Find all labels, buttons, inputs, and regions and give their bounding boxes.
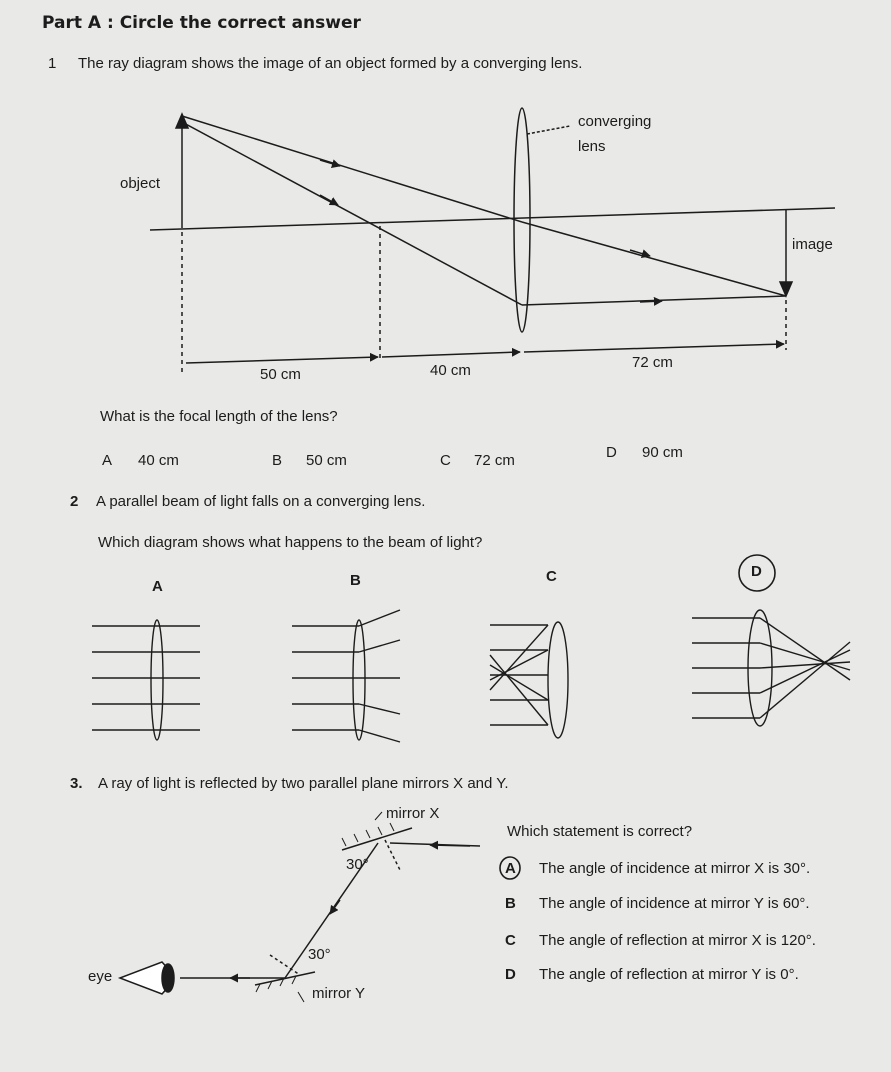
option-letter: D <box>606 444 617 461</box>
option-text: The angle of incidence at mirror X is 30°. <box>539 860 811 877</box>
q2-diagram-d <box>692 610 850 726</box>
q1-option-a[interactable] <box>102 452 179 469</box>
option-text: The angle of reflection at mirror X is 120°. <box>539 932 816 949</box>
ray-1b <box>522 222 786 296</box>
option-letter: C <box>440 452 451 469</box>
q1-option-c[interactable] <box>440 452 515 469</box>
option-letter: A <box>102 452 113 469</box>
dashed-normal-x <box>385 840 400 870</box>
mirror-x-hatch <box>342 838 346 846</box>
q1-stem: The ray diagram shows the image of an object formed by a converging lens. <box>78 55 583 72</box>
q3-option-d[interactable] <box>505 966 799 983</box>
label-mirror-y: mirror Y <box>312 985 366 1002</box>
q3-option-b[interactable] <box>505 895 810 912</box>
mirror-x-pointer <box>375 812 382 820</box>
q2-question: Which diagram shows what happens to the beam of light? <box>98 534 483 551</box>
option-letter: B <box>505 895 516 912</box>
q3-option-c[interactable] <box>505 932 816 949</box>
q2-label-a[interactable]: A <box>152 578 163 595</box>
dim-line-72 <box>524 344 784 352</box>
q1-question: What is the focal length of the lens? <box>100 408 338 425</box>
mirror-y-pointer <box>298 992 304 1002</box>
option-letter: B <box>272 452 283 469</box>
option-text: 40 cm <box>138 452 179 469</box>
ray-2a <box>182 122 522 305</box>
option-text: 90 cm <box>642 444 683 461</box>
option-text: The angle of incidence at mirror Y is 60°. <box>539 895 810 912</box>
q1-option-d[interactable] <box>606 444 683 461</box>
lens-pointer <box>527 126 570 134</box>
label-mirror-x: mirror X <box>386 805 440 822</box>
ray-2b <box>522 296 786 305</box>
ray-in-arrow <box>430 845 470 846</box>
dim-line-40 <box>382 352 520 357</box>
label-dist-72: 72 cm <box>632 354 673 371</box>
ray-1a <box>182 116 522 222</box>
dashed-normal-y <box>270 955 300 975</box>
option-letter: D <box>505 966 516 983</box>
option-letter: A <box>505 860 516 877</box>
q3-number: 3. <box>70 775 83 792</box>
label-angle-top: 30° <box>346 856 369 873</box>
q3-option-a[interactable] <box>505 860 810 877</box>
option-text: 72 cm <box>474 452 515 469</box>
label-image: image <box>792 236 833 253</box>
q2-diagram-b <box>292 610 400 742</box>
q1-ray-diagram <box>150 108 835 372</box>
label-dist-50: 50 cm <box>260 366 301 383</box>
dim-line-50 <box>186 357 378 363</box>
q3-mirror-diagram <box>120 812 480 1002</box>
label-angle-bottom: 30° <box>308 946 331 963</box>
q1-number: 1 <box>48 55 57 72</box>
q2-label-c[interactable]: C <box>546 568 557 585</box>
q3-stem: A ray of light is reflected by two parallel plane mirrors X and Y. <box>98 775 509 792</box>
q2-number: 2 <box>70 493 79 510</box>
option-letter: C <box>505 932 516 949</box>
q2-label-d[interactable]: D <box>751 563 762 580</box>
q2-diagram-c <box>490 622 568 738</box>
ray-arrow-1 <box>320 160 340 166</box>
label-eye: eye <box>88 968 113 985</box>
label-dist-40: 40 cm <box>430 362 471 379</box>
option-text: The angle of reflection at mirror Y is 0°. <box>539 966 799 983</box>
q2-diagram-a <box>92 620 200 740</box>
label-object: object <box>120 175 161 192</box>
label-converging: converging <box>578 113 652 130</box>
ray-arrow-4 <box>640 301 662 302</box>
label-lens: lens <box>578 138 606 155</box>
part-heading: Part A : Circle the correct answer <box>42 13 361 33</box>
q3-question: Which statement is correct? <box>507 823 693 840</box>
ray-vertical-arrow <box>330 900 340 914</box>
q2-label-b[interactable]: B <box>350 572 361 589</box>
option-text: 50 cm <box>306 452 347 469</box>
principal-axis <box>150 208 835 230</box>
image-arrowhead <box>780 282 792 296</box>
ray-arrow-2 <box>320 195 338 205</box>
q2-stem: A parallel beam of light falls on a converging lens. <box>96 493 426 510</box>
mirror-x-line <box>342 828 412 850</box>
q1-option-b[interactable] <box>272 452 347 469</box>
